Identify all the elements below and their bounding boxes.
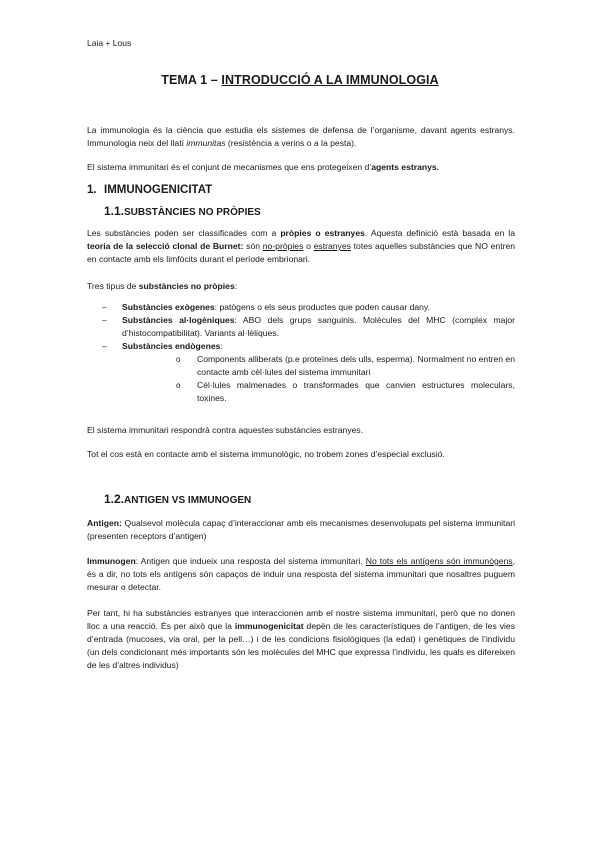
text: : Antigen que indueix una resposta del sistema immunitari. [135, 556, 366, 566]
list-item-text: : ABO dels grups sanguinis. Molècules del MHC (complex major d’histocompatibilitat). Variants al·lèliques. [122, 315, 516, 338]
bold-text: immunogenicitat [234, 621, 304, 631]
bold-text: substàncies no pròpies [138, 281, 235, 291]
list-item [87, 314, 515, 340]
intro2-text: El sistema immunitari és el conjunt de mecanismes que ens protegeixen d’ [87, 162, 372, 172]
bold-text: pròpies o estranyes [280, 228, 365, 238]
text: Tot el cos està en contacte amb el sistema immunològic, no trobem zones d’especial exclusió. [87, 449, 445, 459]
page-title [0, 73, 600, 87]
bold-text: teoria de la selecció clonal de Burnet: [87, 241, 244, 251]
text: , és a dir, no tots els antígens són capaços de induir una resposta del sistema immunitari que nosaltres puguem mesurar o detectar. [87, 556, 515, 592]
text: Les substàncies poden ser classificades com a [87, 228, 281, 238]
sublist-item: o Cèl·lules malmenades o transformades que canvien estructures moleculars, toxines. [150, 379, 515, 405]
list-item-label: Substàncies endògenes [122, 341, 221, 351]
subsection-title: ANTIGEN VS IMMUNOGEN [124, 495, 252, 506]
intro-text-end: (resistència a verins o a la pesta). [225, 138, 357, 148]
subsection-heading-1-1 [104, 204, 261, 218]
bold-text: Antigen: [87, 518, 122, 528]
paragraph-types-intro [87, 280, 515, 293]
paragraph-contact [87, 448, 515, 461]
title-prefix: TEMA 1 – [161, 73, 222, 87]
list-item-text: : patògens o els seus productes que poden causar dany. [214, 302, 430, 312]
list-item [87, 340, 515, 405]
text: Qualsevol molècula capaç d’interaccionar amb els mecanismes desenvolupats pel sistema immunitari (presenten receptors d’antigen) [87, 518, 515, 541]
paragraph-immunogen [87, 555, 515, 594]
paragraph-immunogenicity [87, 607, 515, 672]
underlined-text: estranyes [313, 241, 351, 251]
text: : [234, 281, 238, 291]
text: depèn de les característiques de l’antigen, de les vies d’entrada (mucoses, via oral, per la pell…) i de les condicions fisiològiques (la edat) i genètiques de l’individu (un dels condicionant més importants són les molècules del MHC que expressa l’individu, les quals es difereixen de les d’altres individus) [87, 621, 515, 670]
list-item-label: Substàncies exògenes [122, 302, 215, 312]
underlined-text: No tots els antígens són immunògens [365, 556, 513, 566]
intro-italic: immunitas [186, 138, 226, 148]
header-author: Laia + Lous [87, 38, 132, 48]
underlined-text: no-pròpies [262, 241, 304, 251]
subsection-title: SUBSTÀNCIES NO PRÒPIES [124, 207, 261, 218]
paragraph-response [87, 424, 515, 437]
intro-paragraph-1 [87, 124, 515, 150]
paragraph-antigen [87, 517, 515, 543]
intro2-bold: agents estranys. [371, 162, 440, 172]
text: . Aquesta definició està basada en la [364, 228, 515, 238]
subsection-number: 1.2. [104, 492, 125, 506]
subsection-number: 1.1. [104, 204, 125, 218]
subsection-heading-1-2 [104, 492, 251, 506]
section-number: 1. [87, 184, 97, 196]
text: Tres tipus de [87, 281, 139, 291]
paragraph-substances [87, 227, 515, 266]
list-item-label: Substàncies al·logèniques [122, 315, 235, 325]
text: o [303, 241, 314, 251]
intro-text: La immunologia és la ciència que estudia els sistemes de defensa de l’organisme, davant agents estranys. Immunologia neix del llatí [87, 125, 515, 148]
text: Per tant, hi ha substàncies estranyes que interaccionen amb el nostre sistema immunitari, però que no donen lloc a una reacció. És per això que la [87, 608, 515, 631]
title-main: INTRODUCCIÓ A LA IMMUNOLOGIA [221, 73, 439, 87]
section-title: IMMUNOGENICITAT [104, 184, 213, 196]
intro-paragraph-2 [87, 161, 515, 174]
text: són [243, 241, 263, 251]
bold-text: Immunogen [87, 556, 136, 566]
text: El sistema immunitari respondrà contra aquestes substàncies estranyes. [87, 425, 364, 435]
text: totes aquelles substàncies que NO entren en contacte amb els limfòcits durant el període embrionari. [87, 241, 516, 264]
list-item [87, 301, 515, 314]
sublist-item: o Components alliberats (p.e proteïnes dels ulls, esperma). Normalment no entren en contacte amb cèl·lules del sistema immunitari [150, 353, 515, 379]
substance-types-list [87, 301, 515, 405]
section-heading-1 [87, 184, 212, 196]
list-item-text: : [220, 341, 223, 351]
